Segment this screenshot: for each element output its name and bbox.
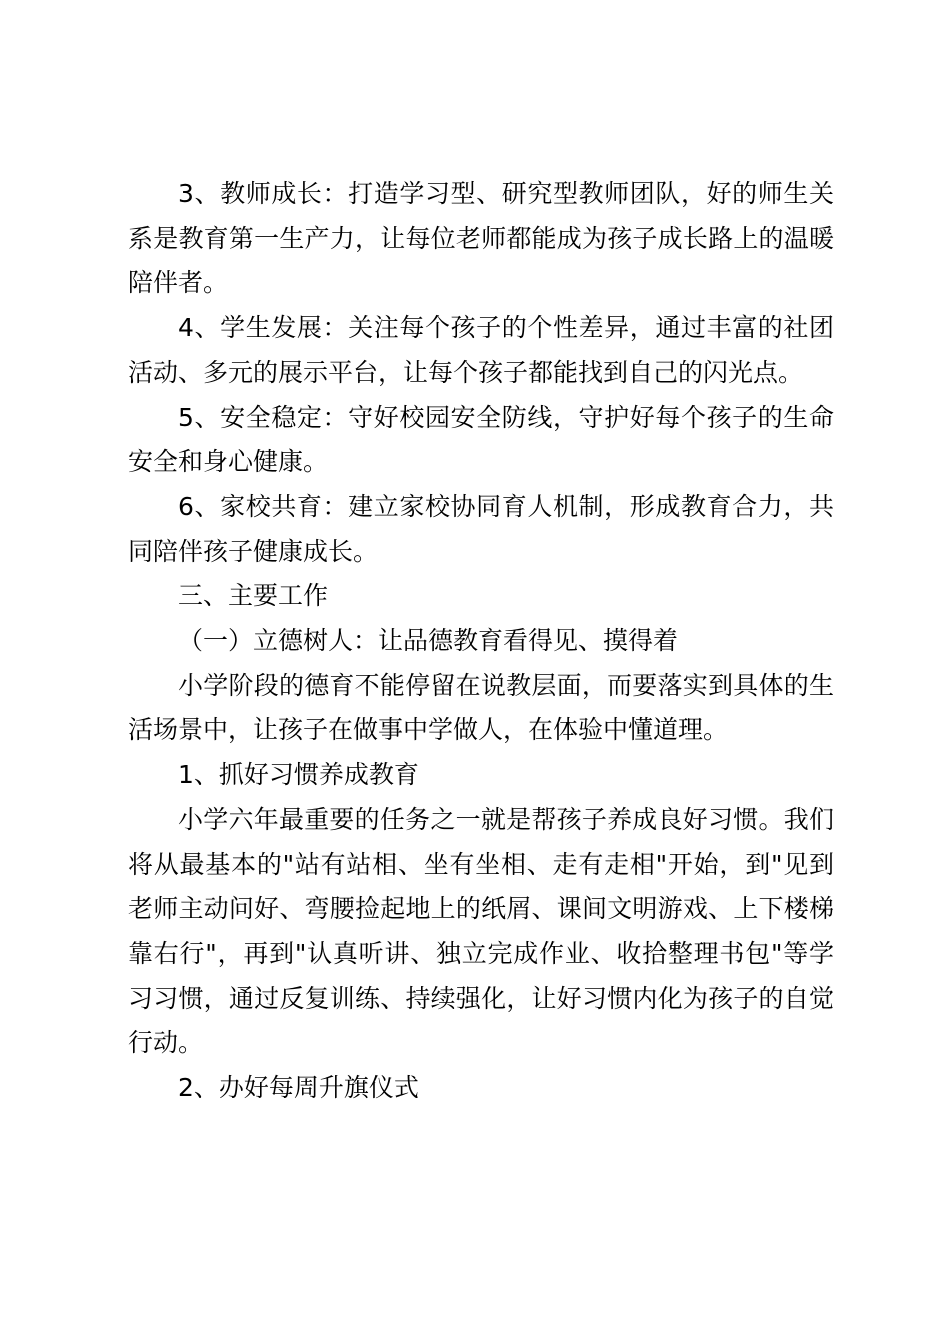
paragraph-safety: 5、安全稳定：守好校园安全防线，守护好每个孩子的生命安全和身心健康。 bbox=[128, 402, 834, 477]
section-heading-main-work: 三、主要工作 bbox=[178, 581, 329, 611]
paragraph-teacher-growth: 3、教师成长：打造学习型、研究型教师团队，好的师生关系是教育第一生产力，让每位老师都能成为孩子成长路上的温暖陪伴者。 bbox=[128, 179, 834, 298]
paragraph-moral-education-intro: 小学阶段的德育不能停留在说教层面，而要落实到具体的生活场景中，让孩子在做事中学做人，在体验中懂道理。 bbox=[128, 670, 834, 745]
item-heading-habits: 1、抓好习惯养成教育 bbox=[178, 760, 419, 790]
paragraph-student-development: 4、学生发展：关注每个孩子的个性差异，通过丰富的社团活动、多元的展示平台，让每个孩子都能找到自己的闪光点。 bbox=[128, 313, 834, 387]
paragraph-habits: 小学六年最重要的任务之一就是帮孩子养成良好习惯。我们将从最基本的"站有站相、坐有坐相、走有走相"开始，到"见到老师主动问好、弯腰捡起地上的纸屑、课间文明游戏、上下楼梯靠右行"，再到"认真听讲、独立完成作业、收拾整理书包"等学习习惯，通过反复训练、持续强化，让好习惯内化为孩子的自觉行动。 bbox=[128, 804, 834, 1058]
paragraph-home-school: 6、家校共育：建立家校协同育人机制，形成教育合力，共同陪伴孩子健康成长。 bbox=[128, 491, 834, 566]
item-heading-flag-ceremony: 2、办好每周升旗仪式 bbox=[178, 1073, 419, 1103]
document-body bbox=[128, 172, 834, 1111]
subsection-heading-moral-education: （一）立德树人：让品德教育看得见、摸得着 bbox=[178, 626, 679, 656]
